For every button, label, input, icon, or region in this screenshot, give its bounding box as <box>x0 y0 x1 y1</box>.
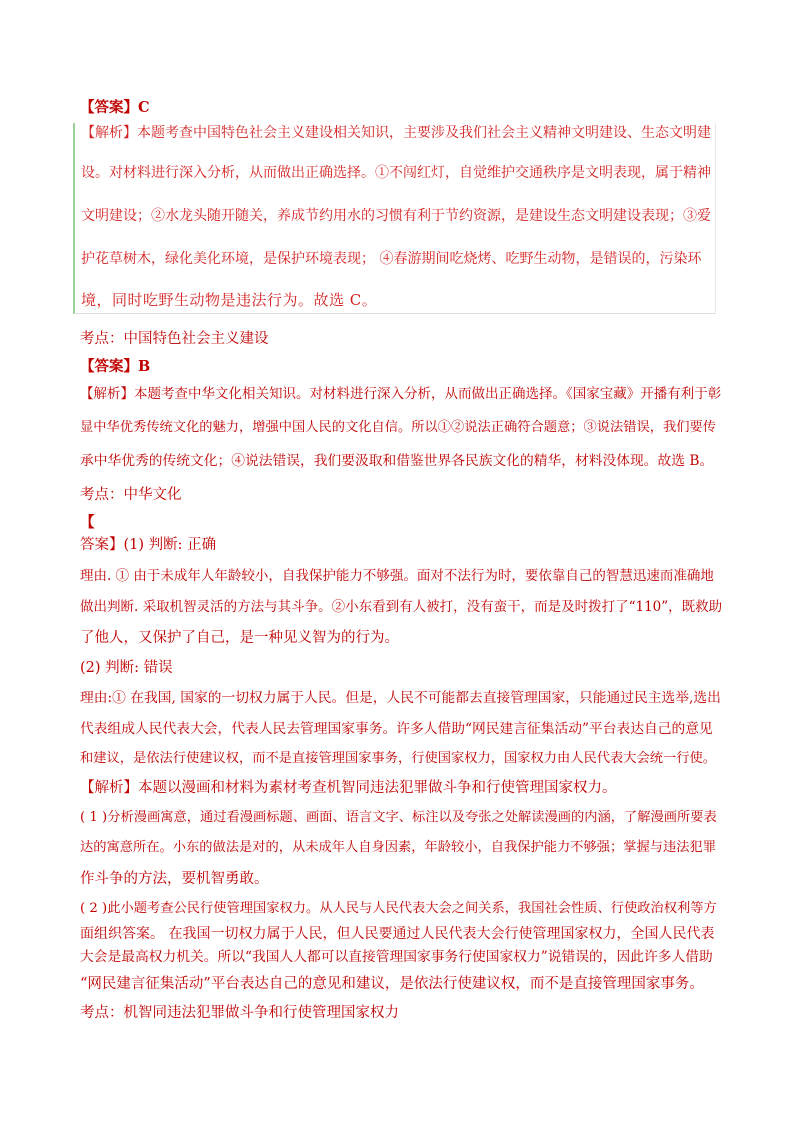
q3-analysis-line: 达的寓意所在。小东的做法是对的，从未成年人自身因素，年龄较小，自我保护能力不够强；掌握与违法犯罪 <box>80 840 717 855</box>
q3-analysis-line: 大会是最高权力机关。所以“我国人人都可以直接管理国家事务行使国家权力”说错误的，因此许多人借助 <box>80 949 713 965</box>
q1-analysis-line: 设。对材料进行深入分析，从而做出正确选择。①不闯红灯，自觉维护交通秩序是文明表现，属于精神 <box>81 165 711 181</box>
q3-analysis-line: “网民建言征集活动”平台表达自己的意见和建议，是依法行使建议权，而不是直接管理国家事务。 <box>80 976 704 992</box>
q1-analysis-line: 境，同时吃野生动物是违法行为。故选 C。 <box>81 291 378 309</box>
q3-analysis-line: 作斗争的方法，要机智勇敢。 <box>80 871 269 887</box>
q3-answer-line: 做出判断. 采取机智灵活的方法与其斗争。②小东看到有人被打，没有蛮干，而是及时拨打了“110”，既救助 <box>80 599 723 615</box>
q1-analysis-line: 护花草树木，绿化美化环境，是保护环境表现； ④春游期间吃烧烤、吃野生动物，是错误的，污染环 <box>81 251 702 267</box>
q1-analysis-line: 【解析】本题考查中国特色社会主义建设相关知识，主要涉及我们社会主义精神文明建设、生态文明建 <box>81 125 711 141</box>
q3-analysis-line: ( 2 )此小题考查公民行使管理国家权力。从人民与人民代表大会之间关系，我国社会性质、行使政治权利等方 <box>80 901 717 916</box>
q1-answer: 【答案】C <box>80 99 150 116</box>
q1-kaodian: 考点：中国特色社会主义建设 <box>80 331 269 347</box>
q2-analysis-line: 【解析】本题考查中华文化相关知识。对材料进行深入分析，从而做出正确选择。《国家宝藏》开播有利于彰 <box>80 386 722 402</box>
q2-analysis-line: 显中华优秀传统文化的魅力，增强中国人民的文化自信。所以①②说法正确符合题意；③说法错误，我们要传 <box>80 420 717 435</box>
q3-kaodian: 考点：机智同违法犯罪做斗争和行使管理国家权力 <box>80 1005 399 1021</box>
q1-analysis-line: 文明建设；②水龙头随开随关，养成节约用水的习惯有利于节约资源，是建设生态文明建设表现；③爱 <box>81 208 711 224</box>
q3-answer-line: 代表组成人民代表大会，代表人民去管理国家事务。许多人借助“网民建言征集活动”平台表达自己的意见 <box>80 721 713 737</box>
q3-answer-line: 和建议，是依法行使建议权，而不是直接管理国家事务，行使国家权力，国家权力由人民代表大会统一行使。 <box>80 751 717 766</box>
q2-answer: 【答案】B <box>80 358 151 375</box>
q3-answer-line: 理由:① 在我国, 国家的一切权力属于人民。但是，人民不可能都去直接管理国家，只能通过民主选举,选出 <box>80 690 721 706</box>
q3-analysis-line: ( 1 )分析漫画寓意，通过看漫画标题、画面、语言文字、标注以及夸张之处解读漫画的内涵，了解漫画所要表 <box>80 810 717 825</box>
q3-bracket: 【 <box>80 514 95 531</box>
q3-analysis-line: 【解析】本题以漫画和材料为素材考查机智同违法犯罪做斗争和行使管理国家权力。 <box>80 780 617 796</box>
q3-analysis-line: 面组织答案。 在我国一切权力属于人民，但人民要通过人民代表大会行使管理国家权力，全国人民代表 <box>80 926 715 942</box>
q3-answer-line: 理由. ① 由于未成年人年龄较小，自我保护能力不够强。面对不法行为时，要依靠自己的智慧迅速而准确地 <box>80 568 714 584</box>
q3-answer-line: 了他人，又保护了自己，是一种见义智为的行为。 <box>80 630 399 646</box>
q3-answer-line: 答案】(1) 判断: 正确 <box>80 537 217 553</box>
q1-analysis-box <box>73 123 716 314</box>
q3-answer-line: (2) 判断: 错误 <box>80 660 173 676</box>
q2-kaodian: 考点：中华文化 <box>80 487 182 503</box>
q2-analysis-line: 承中华优秀的传统文化；④说法错误，我们要汲取和借鉴世界各民族文化的精华，材料没体现。故选 B。 <box>80 453 714 469</box>
